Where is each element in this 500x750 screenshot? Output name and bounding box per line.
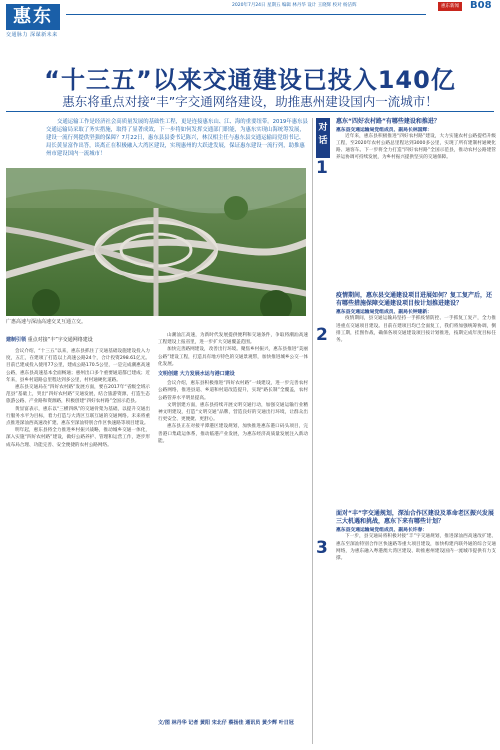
page-number: B08 — [470, 0, 492, 11]
dialogue-label: 对话 — [316, 118, 330, 158]
masthead-logo: 惠东 — [6, 4, 60, 30]
qa-item — [336, 292, 496, 344]
paragraph: 明年起，惠东县将全力推进乡村振兴战略，推动城乡交通一体化，深入实施“四好农村路”建设，做好公路养护、管理和运营工作，逐步形成布局合理、功能完善、安全便捷的农村公路网络。 — [6, 428, 150, 448]
lead-paragraph: 交通运输工作是经济社会高质量发展的基础性工程，更是连接惠东山、江、海的重要纽带。2019年惠东县交通运输局采取了务实措施，取得了显著成效，下一步将如何发挥交通部门职能，为惠东实现山海统筹发展，建设一流行列提供坚强的保障？7月22日，惠东县县委书记陈兴，林汉相主任与惠东县交通运输局党组书记、局长黄显富作出答，谈离正在积极融入大湾区建设，实现惠州的大跃进发展，保证惠东建设一流行列，助推惠州市建设国内一流城市！ — [46, 119, 308, 157]
paragraph: 会议介绍，“十三五”以来，惠东县抓住了交通基础设施建设投入力度，五汇，在建项了打造以上高速公路24个，合计投资298.61亿元。目前已建成投入使用77公里，建成公路170.5公里，一是完成潮惠高速公路，惠东县高速基本全面畅通；惠州出口多个重要通道都已建成；近年来，县乡村道路总里程达到多公里，村村通硬化道路。 — [6, 349, 150, 383]
article-column-1 — [6, 348, 150, 449]
answerer: 惠东县交通运输局党组成员、副局长许春： — [336, 528, 428, 534]
divider — [6, 111, 494, 112]
paragraph: 惠东县交通局在“四好农村路”发展方面，要在2017年“省级全域示范县”基础上，突出“四好农村路”交通发展，结合旅游资源，打造生态旅游公路、产业路和资源路，积极创建“四好农村路”全国示范县。 — [6, 385, 150, 405]
photo-caption: 广惠高速与深汕高速交叉互通立交。 — [6, 319, 87, 325]
answer-text: 近年来，惠东县积极推进“四好农村路”建设，大力实施农村公路提档升级工程，至2020年农村公路总里程达到3000多公里，实现了所有建制村通硬化路、通客车。下一步将全力打造“四好农村路”全国示范县，推动农村公路建管养运协调可持续发展，为乡村振兴提供坚实的交通保障。 — [336, 134, 496, 161]
page-subtitle: 惠东将重点对接“丰”字交通网络建设，助推惠州建设国内一流城市！ — [62, 94, 438, 109]
paragraph: 黄显富表示，惠东以“三横四纵”的交通骨架为基础，以提升交通出行服务水平为目标，着力打造与大湾区互联互通的交通网络。未来将重点推进深汕西高速改扩建、惠东至深汕特别合作区快速路等项目建设。 — [6, 406, 150, 427]
question-text: 疫情期间，惠东县交通建设项目进展如何？复工复产后，还有哪些措施保障交通建设项目按计划推进建设？ — [336, 292, 493, 308]
column-divider — [312, 118, 313, 744]
aerial-interchange-image — [6, 168, 306, 316]
paragraph: 惠东县正在对接平潭港区建设规划，加快推进惠东港口码头项目，完善港口集疏运体系，推动临港产业发展，为惠东经济高质量发展注入新动能。 — [158, 424, 308, 444]
paragraph: 加快完善路网建设，改善出行环境。聚焦乡村振兴，惠东县推进“美丽公路”建设工程，打造具有地方特色的交通景观带，加快推进城乡公交一体化发展。 — [158, 347, 308, 367]
masthead-rule — [66, 14, 426, 15]
section-prefix: 建制引领 — [6, 337, 27, 343]
answerer: 惠东县交通运输局党组成员、副局长林国辉： — [336, 128, 432, 134]
question-text: 面对“丰”字交通规划，深汕合作区建设及革命老区振兴发展三大机遇和挑战，惠东下来有哪些计划？ — [336, 510, 494, 526]
page-title: “十三五”以来交通建设已投入140亿 — [44, 66, 456, 94]
qa-item — [336, 510, 496, 562]
paragraph: 山潮汕江高速，为新时代发展提供便利和交通条件，争取将潮汕高速工程建设上报省里，进一步扩大交通覆盖范围。 — [158, 333, 308, 346]
article-column-2 — [158, 332, 308, 445]
paragraph: 文明创建方面，惠东县持续开展文明交通行动，加强交通运输行业精神文明建设，打造“文明交通”品牌，营造良好的交通出行环境，让群众出行更安全、更便捷、更舒心。 — [158, 402, 308, 423]
question-number: 2 — [316, 325, 328, 345]
interchange-photo — [6, 168, 306, 316]
answer-text: 疫情期间，县交通运输局坚持一手抓疫情防控、一手抓复工复产，全力推进重点交通项目建设。目前在建项目均已全面复工，我们将加强统筹协调，倒排工期，挂图作战，确保各项交通建设项目按计划推进，按期完成年度目标任务。 — [336, 316, 496, 343]
subsection-heading: 文明创建 大力发展水运与港口建设 — [158, 371, 235, 378]
paragraph: 会议介绍，惠东县积极推进“四好农村路”一线建设，进一步完善农村公路网络，推进县道、乡道和村道改造提升，实现“路长制”全覆盖，农村公路管养水平明显提高。 — [158, 381, 308, 401]
masthead-slogan: 交通脉力 深谋新未来 — [6, 32, 58, 38]
article-credits: 文/图 林丹华 记者 黄阳 宋北仔 蔡扬佳 通讯员 黄少辉 叶日冠 — [158, 720, 294, 726]
question-number: 3 — [316, 538, 328, 558]
issue-info: 2020年7月24日 星期五 编辑 林丹华 设计 王晓辉 校对 杨洁辉 — [232, 3, 357, 8]
answer-text: 下一步，县交通局将积极对接“丰”字交通规划，推进深汕西高速改扩建、惠东至深汕特别合作区快速路等重大项目建设，加快构建内联外通的综合交通网络，为惠东融入粤港澳大湾区建设、助推惠州建设国内一流城市提供有力支撑。 — [336, 534, 496, 561]
question-number: 1 — [316, 158, 328, 178]
question-text: 惠东“四好农村路”有哪些建设和推进？ — [336, 118, 440, 125]
section-title: 重点对接“丰”字交通网络建设 — [27, 337, 93, 343]
section-tag: 惠东新闻 — [438, 2, 462, 11]
qa-item — [336, 118, 496, 162]
answerer: 惠东县交通运输局党组成员、副局长钟建新： — [336, 310, 432, 316]
